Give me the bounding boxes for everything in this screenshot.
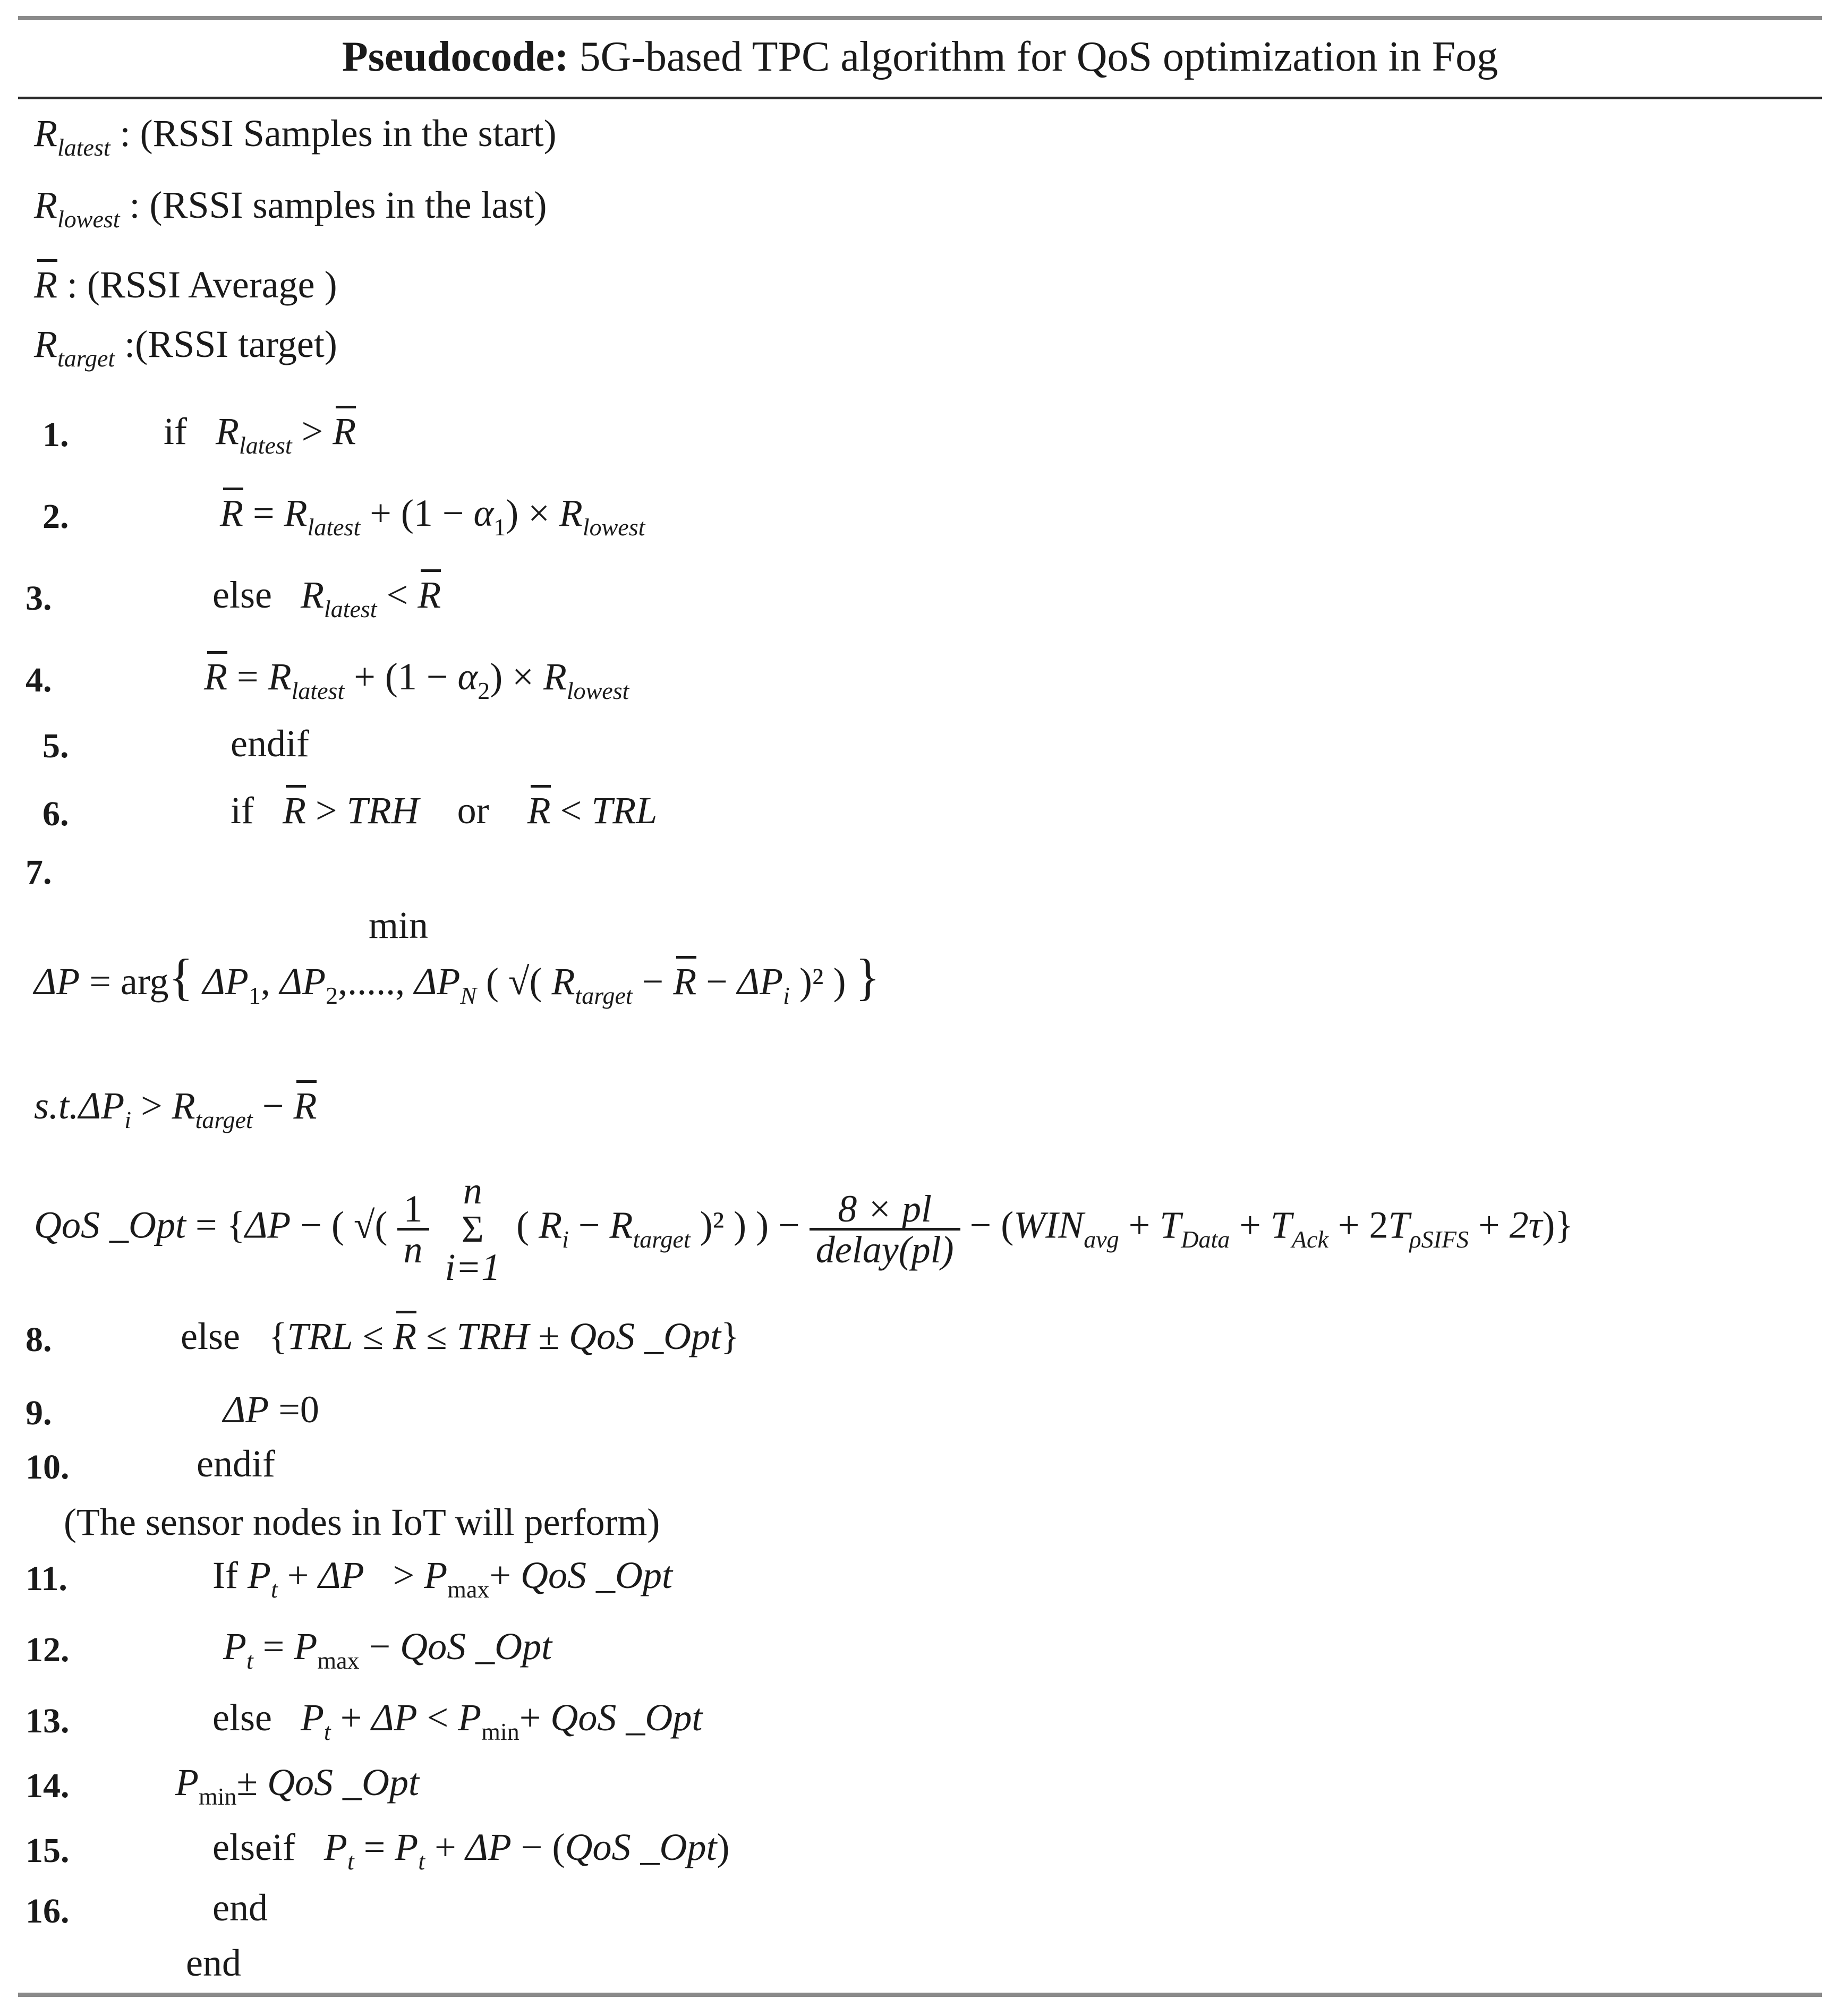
bottom-rule — [18, 1993, 1822, 1997]
definition-r-lowest: $R_{lowest}$ : (RSSI samples in the last) — [34, 184, 547, 233]
step-number: 12. — [25, 1630, 70, 1669]
qos-opt-formula: QoS _Opt = {ΔP − ( √( $\frac{1}{n}$ n Σ i=1 ( $R_i - R_{target}$ )² ) ) − $\frac{8 \times pl}{\text{delay(pl)}}$ − $(WIN_{avg} + T_{Data} + T_{Ack} + 2T_{\rho SIFS} + 2\tau)$} — [34, 1169, 1573, 1288]
step-7-delta-p-formula: ΔP = arg{ $\Delta P_1$, $\Delta P_2$,....., $\Delta P_N$ ( √( $R_{target} - R - \Delta P_i$ )² ) } — [34, 949, 880, 1009]
caption-text: 5G-based TPC algorithm for QoS optimization in Fog — [568, 33, 1498, 80]
step-number: 15. — [25, 1831, 70, 1870]
step-1-if: if $R_{latest} > R$ — [164, 410, 356, 459]
step-14-formula: $P_{min}\pm$ QoS _Opt — [175, 1761, 420, 1810]
step-4-formula: $R = R_{latest} + (1 - \alpha_2) \times R_{lowest}$ — [204, 655, 629, 704]
step-number: 5. — [42, 727, 69, 765]
step-number: 3. — [25, 579, 52, 618]
step-12-formula: $P_t = P_{max}$ − QoS _Opt — [223, 1625, 552, 1674]
step-11-if: If $P_t + \Delta P > P_{max}+$ QoS _Opt — [212, 1554, 672, 1603]
step-5-endif: endif — [231, 722, 309, 765]
step-number: 6. — [42, 795, 69, 833]
step-number: 2. — [42, 497, 69, 536]
step-number: 7. — [25, 853, 52, 892]
step-6-if: if R > TRH or R < TRL — [231, 789, 658, 832]
definition-r-target: $R_{target}$ :(RSSI target) — [34, 323, 337, 372]
note-text: (The sensor nodes in IoT will perform) — [64, 1501, 660, 1543]
constraint-line: $s.t.\Delta P_i > R_{target} - R$ — [34, 1084, 317, 1133]
step-number: 16. — [25, 1892, 70, 1930]
step-number: 1. — [42, 415, 69, 454]
step-2-formula: $R = R_{latest} + (1 - \alpha_1) \times R_{lowest}$ — [220, 492, 645, 541]
step-13-else: else $P_t + \Delta P < P_{min}+$ QoS _Opt — [212, 1696, 703, 1745]
step-10-endif: endif — [197, 1442, 275, 1485]
step-number: 4. — [25, 661, 52, 699]
step-16-end: end — [212, 1886, 268, 1929]
definition-r-latest: $R_{latest}$ : (RSSI Samples in the start) — [34, 112, 557, 161]
step-15-elseif: elseif $P_t = P_t + \Delta P - (QoS$ _Opt) — [212, 1826, 730, 1875]
min-label: min — [369, 904, 429, 946]
step-9-formula: ΔP =0 — [223, 1388, 319, 1431]
step-number: 9. — [25, 1394, 52, 1432]
step-number: 8. — [25, 1320, 52, 1359]
top-rule — [18, 16, 1822, 20]
definition-r-average: R : (RSSI Average ) — [34, 263, 337, 306]
final-end: end — [186, 1942, 241, 1984]
step-number: 14. — [25, 1766, 70, 1805]
step-number: 13. — [25, 1702, 70, 1740]
header-rule — [18, 97, 1822, 99]
step-8-else: else {TRL ≤ R ≤ TRH ± QoS _Opt} — [181, 1315, 739, 1357]
step-number: 11. — [25, 1559, 67, 1598]
caption — [18, 33, 1822, 81]
step-number: 10. — [25, 1448, 70, 1487]
caption-bold: Pseudocode: — [342, 33, 569, 80]
step-3-else: else $R_{latest} < R$ — [212, 574, 441, 622]
